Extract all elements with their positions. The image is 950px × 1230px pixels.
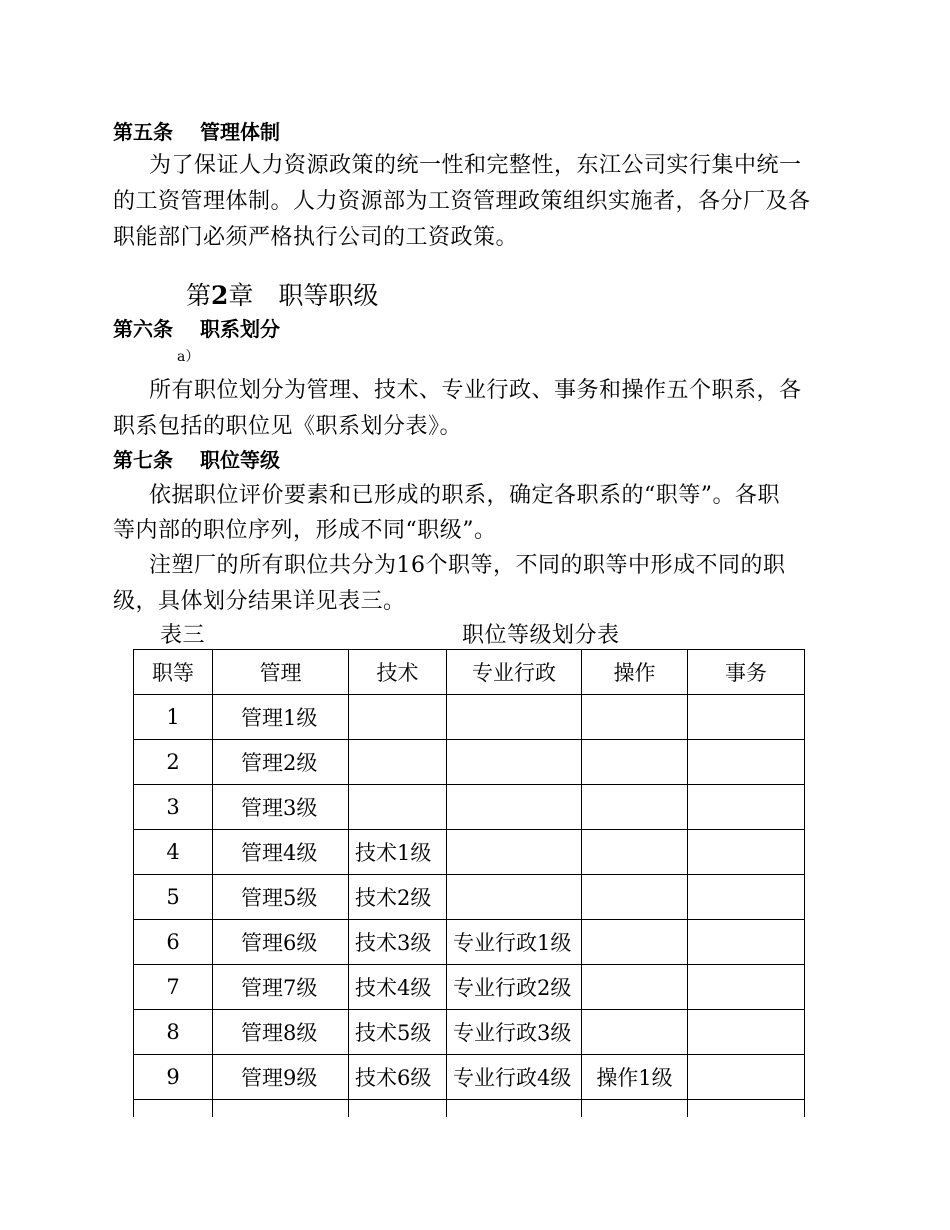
cell-management: 管理9级 (213, 1055, 349, 1100)
grade-table (133, 649, 805, 1117)
cell-operation (582, 695, 688, 740)
table-title: 职位等级划分表 (462, 623, 620, 648)
cell-admin (447, 695, 582, 740)
article-6-line-1: 所有职位划分为管理、技术、专业行政、事务和操作五个职系，各 (149, 378, 802, 403)
article-7-line-1: 依据职位评价要素和已形成的职系，确定各职系的“职等”。各职 (149, 483, 780, 508)
cell-technical (349, 785, 447, 830)
cell-technical: 技术6级 (349, 1055, 447, 1100)
table-row (134, 740, 805, 785)
cell-management: 管理3级 (213, 785, 349, 830)
article-5-line-2: 的工资管理体制。人力资源部为工资管理政策组织实施者，各分厂及各 (113, 189, 811, 214)
cell-technical: 技术4级 (349, 965, 447, 1010)
cell-operation (582, 740, 688, 785)
cell-grade: 3 (134, 785, 213, 830)
cell-technical (349, 740, 447, 785)
cell-management: 管理7级 (213, 965, 349, 1010)
table-row (134, 695, 805, 740)
cell-management: 管理4级 (213, 830, 349, 875)
article-7-heading: 第七条 职位等级 (113, 448, 280, 472)
article-7-line-2: 等内部的职位序列，形成不同“职级”。 (113, 518, 497, 543)
cell-grade (134, 1100, 213, 1118)
header-affairs: 事务 (688, 650, 805, 695)
cell-affairs (688, 785, 805, 830)
cell-admin (447, 1100, 582, 1118)
cell-admin (447, 875, 582, 920)
cell-admin (447, 785, 582, 830)
chapter-suffix: 章 职等职级 (228, 281, 379, 310)
cell-affairs (688, 920, 805, 965)
cell-operation (582, 920, 688, 965)
cell-management: 管理2级 (213, 740, 349, 785)
cell-admin: 专业行政1级 (447, 920, 582, 965)
header-grade: 职等 (134, 650, 213, 695)
article-5-line-1: 为了保证人力资源政策的统一性和完整性，东江公司实行集中统一 (149, 153, 802, 178)
cell-operation (582, 785, 688, 830)
table-row (134, 875, 805, 920)
cell-affairs (688, 740, 805, 785)
cell-management: 管理1级 (213, 695, 349, 740)
cell-affairs (688, 695, 805, 740)
cell-grade: 5 (134, 875, 213, 920)
cell-grade: 2 (134, 740, 213, 785)
table-label: 表三 (160, 623, 206, 648)
chapter-number: 2 (211, 281, 229, 310)
cell-affairs (688, 965, 805, 1010)
header-management: 管理 (213, 650, 349, 695)
cell-management (213, 1100, 349, 1118)
article-7-line-3: 注塑厂的所有职位共分为16个职等，不同的职等中形成不同的职 (149, 553, 786, 578)
cell-management: 管理5级 (213, 875, 349, 920)
cell-grade: 1 (134, 695, 213, 740)
cell-grade: 7 (134, 965, 213, 1010)
cell-admin: 专业行政2级 (447, 965, 582, 1010)
cell-operation (582, 830, 688, 875)
cell-admin: 专业行政3级 (447, 1010, 582, 1055)
cell-operation (582, 875, 688, 920)
article-7-line-4: 级，具体划分结果详见表三。 (113, 589, 406, 614)
table-header-row (134, 650, 805, 695)
cell-technical: 技术5级 (349, 1010, 447, 1055)
table-row (134, 920, 805, 965)
cell-grade: 8 (134, 1010, 213, 1055)
article-6-heading: 第六条 职系划分 (113, 317, 280, 341)
cell-operation (582, 965, 688, 1010)
cell-operation (582, 1100, 688, 1118)
cell-technical (349, 1100, 447, 1118)
table-row (134, 965, 805, 1010)
table-row (134, 830, 805, 875)
table-row (134, 1010, 805, 1055)
list-marker-a: a） (177, 349, 200, 365)
cell-grade: 6 (134, 920, 213, 965)
cell-technical: 技术2级 (349, 875, 447, 920)
table-row (134, 1100, 805, 1118)
cell-grade: 9 (134, 1055, 213, 1100)
cell-technical (349, 695, 447, 740)
header-technical: 技术 (349, 650, 447, 695)
cell-affairs (688, 875, 805, 920)
cell-admin (447, 830, 582, 875)
article-5-heading: 第五条 管理体制 (113, 120, 280, 144)
cell-affairs (688, 1010, 805, 1055)
cell-affairs (688, 1055, 805, 1100)
table-row (134, 1055, 805, 1100)
cell-affairs (688, 1100, 805, 1118)
cell-technical: 技术3级 (349, 920, 447, 965)
cell-technical: 技术1级 (349, 830, 447, 875)
cell-management: 管理6级 (213, 920, 349, 965)
header-operation: 操作 (582, 650, 688, 695)
cell-management: 管理8级 (213, 1010, 349, 1055)
header-admin: 专业行政 (447, 650, 582, 695)
cell-grade: 4 (134, 830, 213, 875)
cell-operation: 操作1级 (582, 1055, 688, 1100)
article-6-line-2: 职系包括的职位见《职系划分表》。 (113, 414, 463, 439)
cell-affairs (688, 830, 805, 875)
article-5-line-3: 职能部门必须严格执行公司的工资政策。 (113, 225, 519, 250)
cell-operation (582, 1010, 688, 1055)
table-row (134, 785, 805, 830)
cell-admin (447, 740, 582, 785)
cell-admin: 专业行政4级 (447, 1055, 582, 1100)
chapter-prefix: 第 (186, 281, 212, 310)
